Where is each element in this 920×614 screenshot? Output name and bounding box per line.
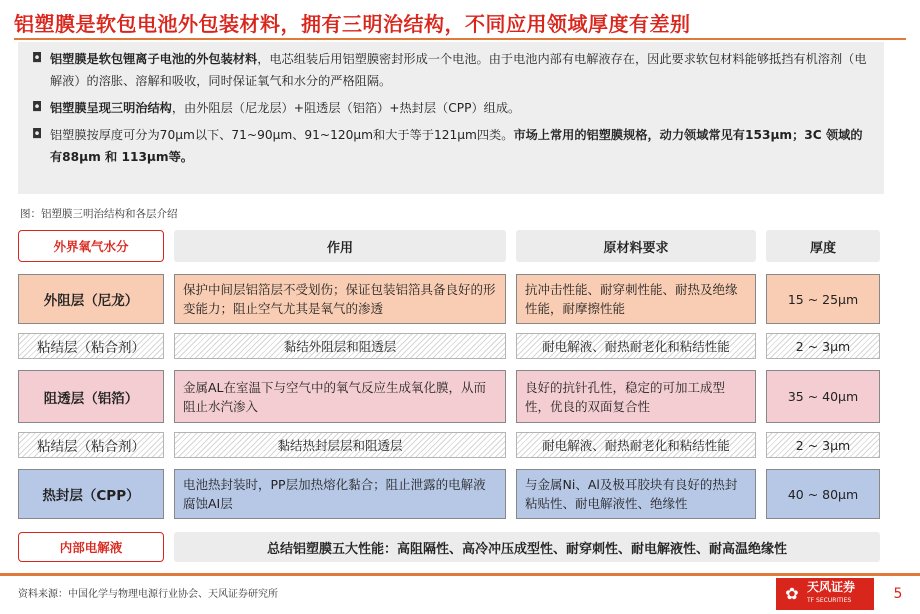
bullet-box-icon: ◘ xyxy=(32,127,43,142)
page-number: 5 xyxy=(893,586,903,602)
table-row xyxy=(18,274,884,324)
layer-name: 热封层（CPP） xyxy=(18,469,164,519)
bullet-box-icon: ◘ xyxy=(32,100,43,115)
bullet-3-bold: 市场上常用的铝塑膜规格，动力领域常见有153μm；3C 领域的有88μm 和 113μm等。 xyxy=(50,128,863,164)
layer-name: 外阻层（尼龙） xyxy=(18,274,164,324)
table-footer-row xyxy=(18,532,884,562)
table-row xyxy=(18,333,884,359)
table-row xyxy=(18,432,884,458)
header-material: 原材料要求 xyxy=(516,230,756,262)
layer-function: 黏结外阻层和阻透层 xyxy=(174,333,506,359)
logo-subtitle: TF SECURITIES xyxy=(807,597,852,604)
layer-material: 耐电解液、耐热耐老化和粘结性能 xyxy=(516,432,756,458)
table-row xyxy=(18,469,884,519)
figure-caption: 图：铝塑膜三明治结构和各层介绍 xyxy=(20,208,178,220)
bullet-3-text: 铝塑膜按厚度可分为70μm以下、71~90μm、91~120μm和大于等于121μm四类。 xyxy=(50,128,514,142)
header-thickness: 厚度 xyxy=(766,230,880,262)
layer-thickness: 40 ~ 80μm xyxy=(766,469,880,519)
table-row xyxy=(18,370,884,423)
layer-material: 耐电解液、耐热耐老化和粘结性能 xyxy=(516,333,756,359)
bullet-1-text: ，电芯组装后用铝塑膜密封形成一个电池。由于电池内部有电解液存在，因此要求软包材料能够抵挡有机溶剂（电解液）的溶胀、溶解和吸收，同时保证氧气和水分的严格阻隔。 xyxy=(50,52,867,88)
summary-box xyxy=(18,42,884,194)
layer-material: 与金属Ni、Al及极耳胶块有良好的热封粘贴性、耐电解液性、绝缘性 xyxy=(516,469,756,519)
summary-bullet-2 xyxy=(32,97,872,119)
table-header-row xyxy=(18,230,884,262)
flower-logo-icon: ✿ xyxy=(785,584,799,603)
layer-function: 黏结热封层层和阻透层 xyxy=(174,432,506,458)
layer-thickness: 2 ~ 3μm xyxy=(766,432,880,458)
layer-function: 保护中间层铝箔层不受划伤；保证包装铝箔具备良好的形变能力；阻止空气尤其是氧气的渗透 xyxy=(174,274,506,324)
header-function: 作用 xyxy=(174,230,506,262)
performance-summary: 总结铝塑膜五大性能：高阻隔性、高冷冲压成型性、耐穿刺性、耐电解液性、耐高温绝缘性 xyxy=(174,532,880,562)
footer-divider xyxy=(0,573,920,576)
layer-function: 金属AL在室温下与空气中的氧气反应生成氧化膜，从而阻止水汽渗入 xyxy=(174,370,506,423)
layer-name: 粘结层（粘合剂） xyxy=(18,333,164,359)
summary-bullet-1 xyxy=(32,48,872,92)
bullet-2-text: ，由外阻层（尼龙层）+阻透层（铝箔）+热封层（CPP）组成。 xyxy=(171,101,521,115)
slide-title: 铝塑膜是软包电池外包装材料，拥有三明治结构，不同应用领域厚度有差别 xyxy=(14,12,691,36)
layer-thickness: 35 ~ 40μm xyxy=(766,370,880,423)
layer-name: 阻透层（铝箔） xyxy=(18,370,164,423)
layer-material: 抗冲击性能、耐穿刺性能、耐热及绝缘性能，耐摩擦性能 xyxy=(516,274,756,324)
layer-name: 粘结层（粘合剂） xyxy=(18,432,164,458)
inner-electrolyte-label: 内部电解液 xyxy=(18,532,164,562)
outer-environment-label: 外界氧气水分 xyxy=(18,230,164,262)
logo-name: 天风证券 xyxy=(807,580,856,594)
layer-thickness: 2 ~ 3μm xyxy=(766,333,880,359)
layer-thickness: 15 ~ 25μm xyxy=(766,274,880,324)
bullet-box-icon: ◘ xyxy=(32,51,43,66)
layer-function: 电池热封装时，PP层加热熔化黏合；阻止泄露的电解液腐蚀AI层 xyxy=(174,469,506,519)
layer-material: 良好的抗针孔性，稳定的可加工成型性，优良的双面复合性 xyxy=(516,370,756,423)
title-divider xyxy=(14,38,906,40)
brand-logo xyxy=(776,578,874,610)
source-note: 资料来源：中国化学与物理电源行业协会、天风证券研究所 xyxy=(18,589,278,600)
bullet-1-bold: 铝塑膜是软包锂离子电池的外包装材料 xyxy=(50,52,258,66)
bullet-2-bold: 铝塑膜呈现三明治结构 xyxy=(50,101,172,115)
summary-bullet-3 xyxy=(32,124,872,168)
